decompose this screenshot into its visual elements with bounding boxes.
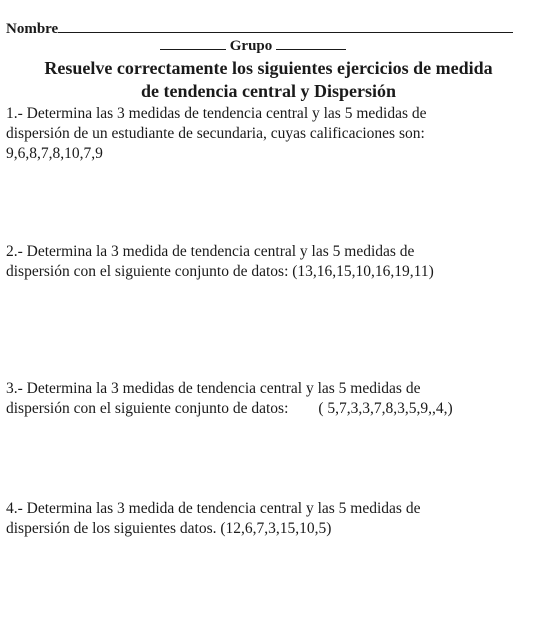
name-label: Nombre xyxy=(6,21,59,37)
exercise-4-line-2: dispersión de los siguientes datos. (12,6,7,3,15,10,5) xyxy=(6,520,332,537)
exercise-3-data: ( 5,7,3,3,7,8,3,5,9,,4,) xyxy=(318,400,453,417)
exercise-1-data: 9,6,8,7,8,10,7,9 xyxy=(6,145,103,162)
exercise-4-line-1: 4.- Determina las 3 medida de tendencia central y las 5 medidas de xyxy=(6,500,421,517)
title-line-1: Resuelve correctamente los siguientes ejercicios de medida xyxy=(44,58,493,78)
exercise-3-line-2 xyxy=(6,399,531,419)
exercise-2 xyxy=(6,242,531,282)
exercise-3-line-2-text: dispersión con el siguiente conjunto de datos: xyxy=(6,400,289,417)
exercise-1 xyxy=(6,104,531,164)
name-field xyxy=(6,20,513,38)
exercise-3-line-1: 3.- Determina la 3 medidas de tendencia central y las 5 medidas de xyxy=(6,380,421,397)
name-blank-line xyxy=(58,20,513,33)
exercise-1-line-1: 1.- Determina las 3 medidas de tendencia central y las 5 medidas de xyxy=(6,105,427,122)
group-label: Grupo xyxy=(229,38,273,54)
group-blank-line-right xyxy=(276,38,346,50)
group-blank-line-left xyxy=(160,38,226,50)
exercise-2-line-2: dispersión con el siguiente conjunto de datos: (13,16,15,10,16,19,11) xyxy=(6,263,434,280)
exercise-4 xyxy=(6,499,531,539)
title-line-2: de tendencia central y Dispersión xyxy=(141,81,396,101)
group-field xyxy=(160,38,346,55)
exercise-3 xyxy=(6,379,531,419)
exercise-1-line-2: dispersión de un estudiante de secundaria, cuyas calificaciones son: xyxy=(6,125,425,142)
exercise-2-line-1: 2.- Determina la 3 medida de tendencia central y las 5 medidas de xyxy=(6,243,415,260)
worksheet-title xyxy=(0,57,537,103)
